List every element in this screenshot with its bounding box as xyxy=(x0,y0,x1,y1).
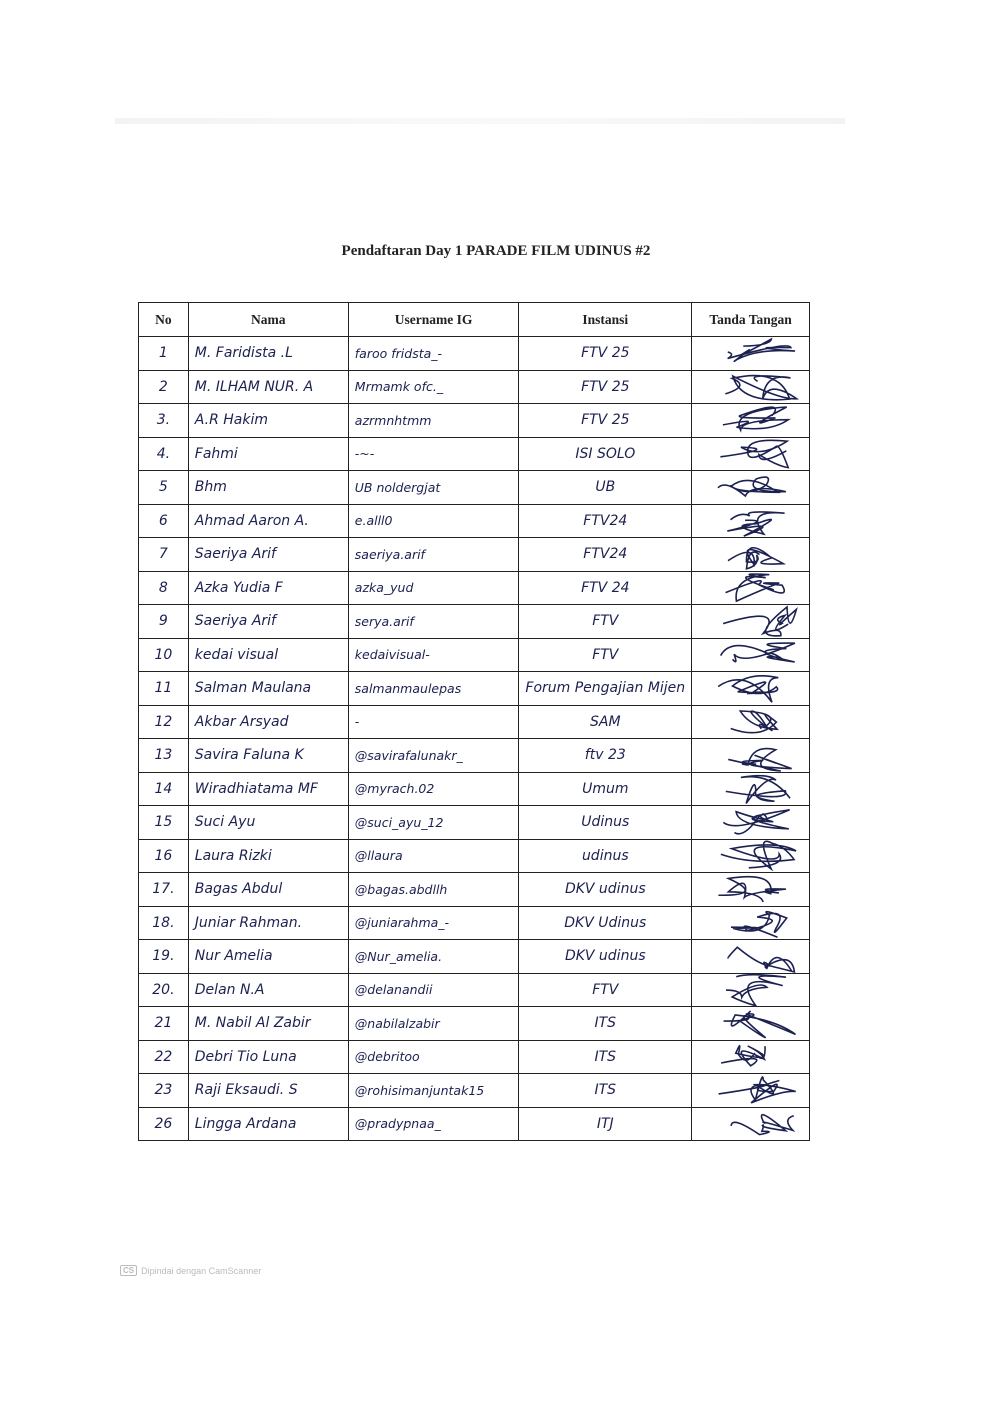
participant-name: Wiradhiatama MF xyxy=(188,772,348,806)
instagram-username: @debritoo xyxy=(348,1040,519,1074)
signature xyxy=(692,1107,810,1141)
participant-name: Akbar Arsyad xyxy=(188,705,348,739)
instagram-username: UB noldergjat xyxy=(348,471,519,505)
row-number: 23 xyxy=(139,1074,189,1108)
participant-name: Delan N.A xyxy=(188,973,348,1007)
row-number: 8 xyxy=(139,571,189,605)
instagram-username: @nabilalzabir xyxy=(348,1007,519,1041)
institution: ITS xyxy=(519,1040,692,1074)
participant-name: kedai visual xyxy=(188,638,348,672)
scan-artifact xyxy=(115,118,845,124)
row-number: 18. xyxy=(139,906,189,940)
row-number: 22 xyxy=(139,1040,189,1074)
row-number: 14 xyxy=(139,772,189,806)
instagram-username: serya.arif xyxy=(348,605,519,639)
row-number: 13 xyxy=(139,739,189,773)
participant-name: Lingga Ardana xyxy=(188,1107,348,1141)
row-number: 3. xyxy=(139,404,189,438)
instagram-username: @Nur_amelia. xyxy=(348,940,519,974)
institution: UB xyxy=(519,471,692,505)
instagram-username: @llaura xyxy=(348,839,519,873)
instagram-username: @suci_ayu_12 xyxy=(348,806,519,840)
participant-name: Nur Amelia xyxy=(188,940,348,974)
institution: FTV xyxy=(519,638,692,672)
instagram-username: faroo fridsta_- xyxy=(348,337,519,371)
camscanner-footer xyxy=(120,1265,261,1276)
row-number: 26 xyxy=(139,1107,189,1141)
institution: FTV xyxy=(519,973,692,1007)
signature-scribble-icon xyxy=(702,1102,812,1148)
row-number: 12 xyxy=(139,705,189,739)
institution: FTV24 xyxy=(519,538,692,572)
row-number: 19. xyxy=(139,940,189,974)
row-number: 10 xyxy=(139,638,189,672)
header-no: No xyxy=(139,303,189,337)
instagram-username: azka_yud xyxy=(348,571,519,605)
participant-name: Ahmad Aaron A. xyxy=(188,504,348,538)
header-username-ig: Username IG xyxy=(348,303,519,337)
participant-name: M. Faridista .L xyxy=(188,337,348,371)
institution: FTV 25 xyxy=(519,404,692,438)
participant-name: M. Nabil Al Zabir xyxy=(188,1007,348,1041)
instagram-username: @rohisimanjuntak15 xyxy=(348,1074,519,1108)
participant-name: Saeriya Arif xyxy=(188,605,348,639)
participant-name: Bagas Abdul xyxy=(188,873,348,907)
instagram-username: @savirafalunakr_ xyxy=(348,739,519,773)
instagram-username: Mrmamk ofc._ xyxy=(348,370,519,404)
row-number: 17. xyxy=(139,873,189,907)
institution: FTV 24 xyxy=(519,571,692,605)
participant-name: A.R Hakim xyxy=(188,404,348,438)
institution: Umum xyxy=(519,772,692,806)
participant-name: Bhm xyxy=(188,471,348,505)
row-number: 20. xyxy=(139,973,189,1007)
participant-name: Saeriya Arif xyxy=(188,538,348,572)
row-number: 16 xyxy=(139,839,189,873)
instagram-username: e.alll0 xyxy=(348,504,519,538)
institution: DKV Udinus xyxy=(519,906,692,940)
institution: Forum Pengajian Mijen xyxy=(519,672,692,706)
header-tanda-tangan: Tanda Tangan xyxy=(692,303,810,337)
instagram-username: saeriya.arif xyxy=(348,538,519,572)
row-number: 11 xyxy=(139,672,189,706)
participant-name: Raji Eksaudi. S xyxy=(188,1074,348,1108)
row-number: 9 xyxy=(139,605,189,639)
institution: Udinus xyxy=(519,806,692,840)
instagram-username: @pradypnaa_ xyxy=(348,1107,519,1141)
row-number: 5 xyxy=(139,471,189,505)
participant-name: Fahmi xyxy=(188,437,348,471)
institution: ITS xyxy=(519,1007,692,1041)
instagram-username: @bagas.abdllh xyxy=(348,873,519,907)
participant-name: Juniar Rahman. xyxy=(188,906,348,940)
registration-table xyxy=(138,302,810,1141)
instagram-username: - xyxy=(348,705,519,739)
institution: SAM xyxy=(519,705,692,739)
institution: DKV udinus xyxy=(519,940,692,974)
row-number: 6 xyxy=(139,504,189,538)
institution: FTV 25 xyxy=(519,337,692,371)
institution: FTV xyxy=(519,605,692,639)
row-number: 15 xyxy=(139,806,189,840)
row-number: 2 xyxy=(139,370,189,404)
camscanner-logo-icon: CS xyxy=(120,1265,137,1276)
participant-name: Laura Rizki xyxy=(188,839,348,873)
participant-name: Savira Faluna K xyxy=(188,739,348,773)
participant-name: Salman Maulana xyxy=(188,672,348,706)
instagram-username: -~- xyxy=(348,437,519,471)
institution: DKV udinus xyxy=(519,873,692,907)
instagram-username: @delanandii xyxy=(348,973,519,1007)
participant-name: M. ILHAM NUR. A xyxy=(188,370,348,404)
institution: ITJ xyxy=(519,1107,692,1141)
institution: FTV 25 xyxy=(519,370,692,404)
instagram-username: kedaivisual- xyxy=(348,638,519,672)
row-number: 4. xyxy=(139,437,189,471)
header-nama: Nama xyxy=(188,303,348,337)
participant-name: Suci Ayu xyxy=(188,806,348,840)
camscanner-text: Dipindai dengan CamScanner xyxy=(141,1265,262,1276)
institution: FTV24 xyxy=(519,504,692,538)
instagram-username: @myrach.02 xyxy=(348,772,519,806)
institution: ftv 23 xyxy=(519,739,692,773)
row-number: 7 xyxy=(139,538,189,572)
institution: udinus xyxy=(519,839,692,873)
table-row xyxy=(139,1107,810,1141)
instagram-username: azrmnhtmm xyxy=(348,404,519,438)
participant-name: Debri Tio Luna xyxy=(188,1040,348,1074)
institution: ISI SOLO xyxy=(519,437,692,471)
document-title: Pendaftaran Day 1 PARADE FILM UDINUS #2 xyxy=(341,243,651,259)
instagram-username: salmanmaulepas xyxy=(348,672,519,706)
participant-name: Azka Yudia F xyxy=(188,571,348,605)
row-number: 21 xyxy=(139,1007,189,1041)
row-number: 1 xyxy=(139,337,189,371)
instagram-username: @juniarahma_- xyxy=(348,906,519,940)
institution: ITS xyxy=(519,1074,692,1108)
header-instansi: Instansi xyxy=(519,303,692,337)
